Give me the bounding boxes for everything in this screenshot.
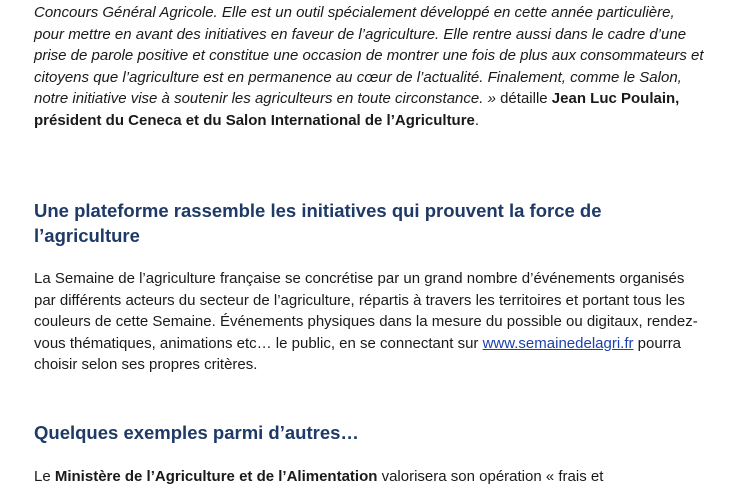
platform-paragraph xyxy=(34,268,706,376)
examples-body-start: Le xyxy=(34,468,55,485)
section-heading-examples: Quelques exemples parmi d’autres… xyxy=(34,422,359,443)
examples-org: Ministère de l’Agriculture et de l’Alimentation xyxy=(54,468,378,485)
intro-quote: Concours Général Agricole. Elle est un outil spécialement développé en cette année particulière, pour mettre en avant des initiatives en faveur de l’agriculture. Elle rentre aussi dans le cadre d’une prise de parole positive et constitue une occasion de montrer une fois de plus aux consommateurs et citoyens que l’agriculture est en permanence au cœur de l’actualité. Finalement, comme le Salon, notre initiative vise à soutenir les agriculteurs en toute circonstance. » xyxy=(34,4,704,108)
examples-body-rest: valorisera son opération « frais et xyxy=(377,468,604,485)
examples-paragraph xyxy=(34,466,706,488)
semainedelagri-link[interactable]: www.semainedelagri.fr xyxy=(482,334,634,352)
platform-body-end: pourra choisir selon ses propres critères. xyxy=(34,334,682,374)
intro-speaker: Jean Luc Poulain, président du Ceneca et du Salon International de l’Agriculture xyxy=(34,90,680,129)
platform-body-start: La Semaine de l’agriculture française se concrétise par un grand nombre d’événements organisés par différents acteurs du secteur de l’agriculture, répartis à travers les territoires et portant tous les couleurs de cette Semaine. Événements physiques dans la mesure du possible ou digitaux, rendez-vous thématiques, animations etc… le public, en se connectant sur xyxy=(34,270,698,352)
intro-said-by: détaille xyxy=(495,90,552,108)
intro-end: . xyxy=(474,111,480,129)
intro-paragraph xyxy=(34,2,706,132)
section-heading-platform: Une plateforme rassemble les initiatives qui prouvent la force de l’agriculture xyxy=(34,200,602,246)
